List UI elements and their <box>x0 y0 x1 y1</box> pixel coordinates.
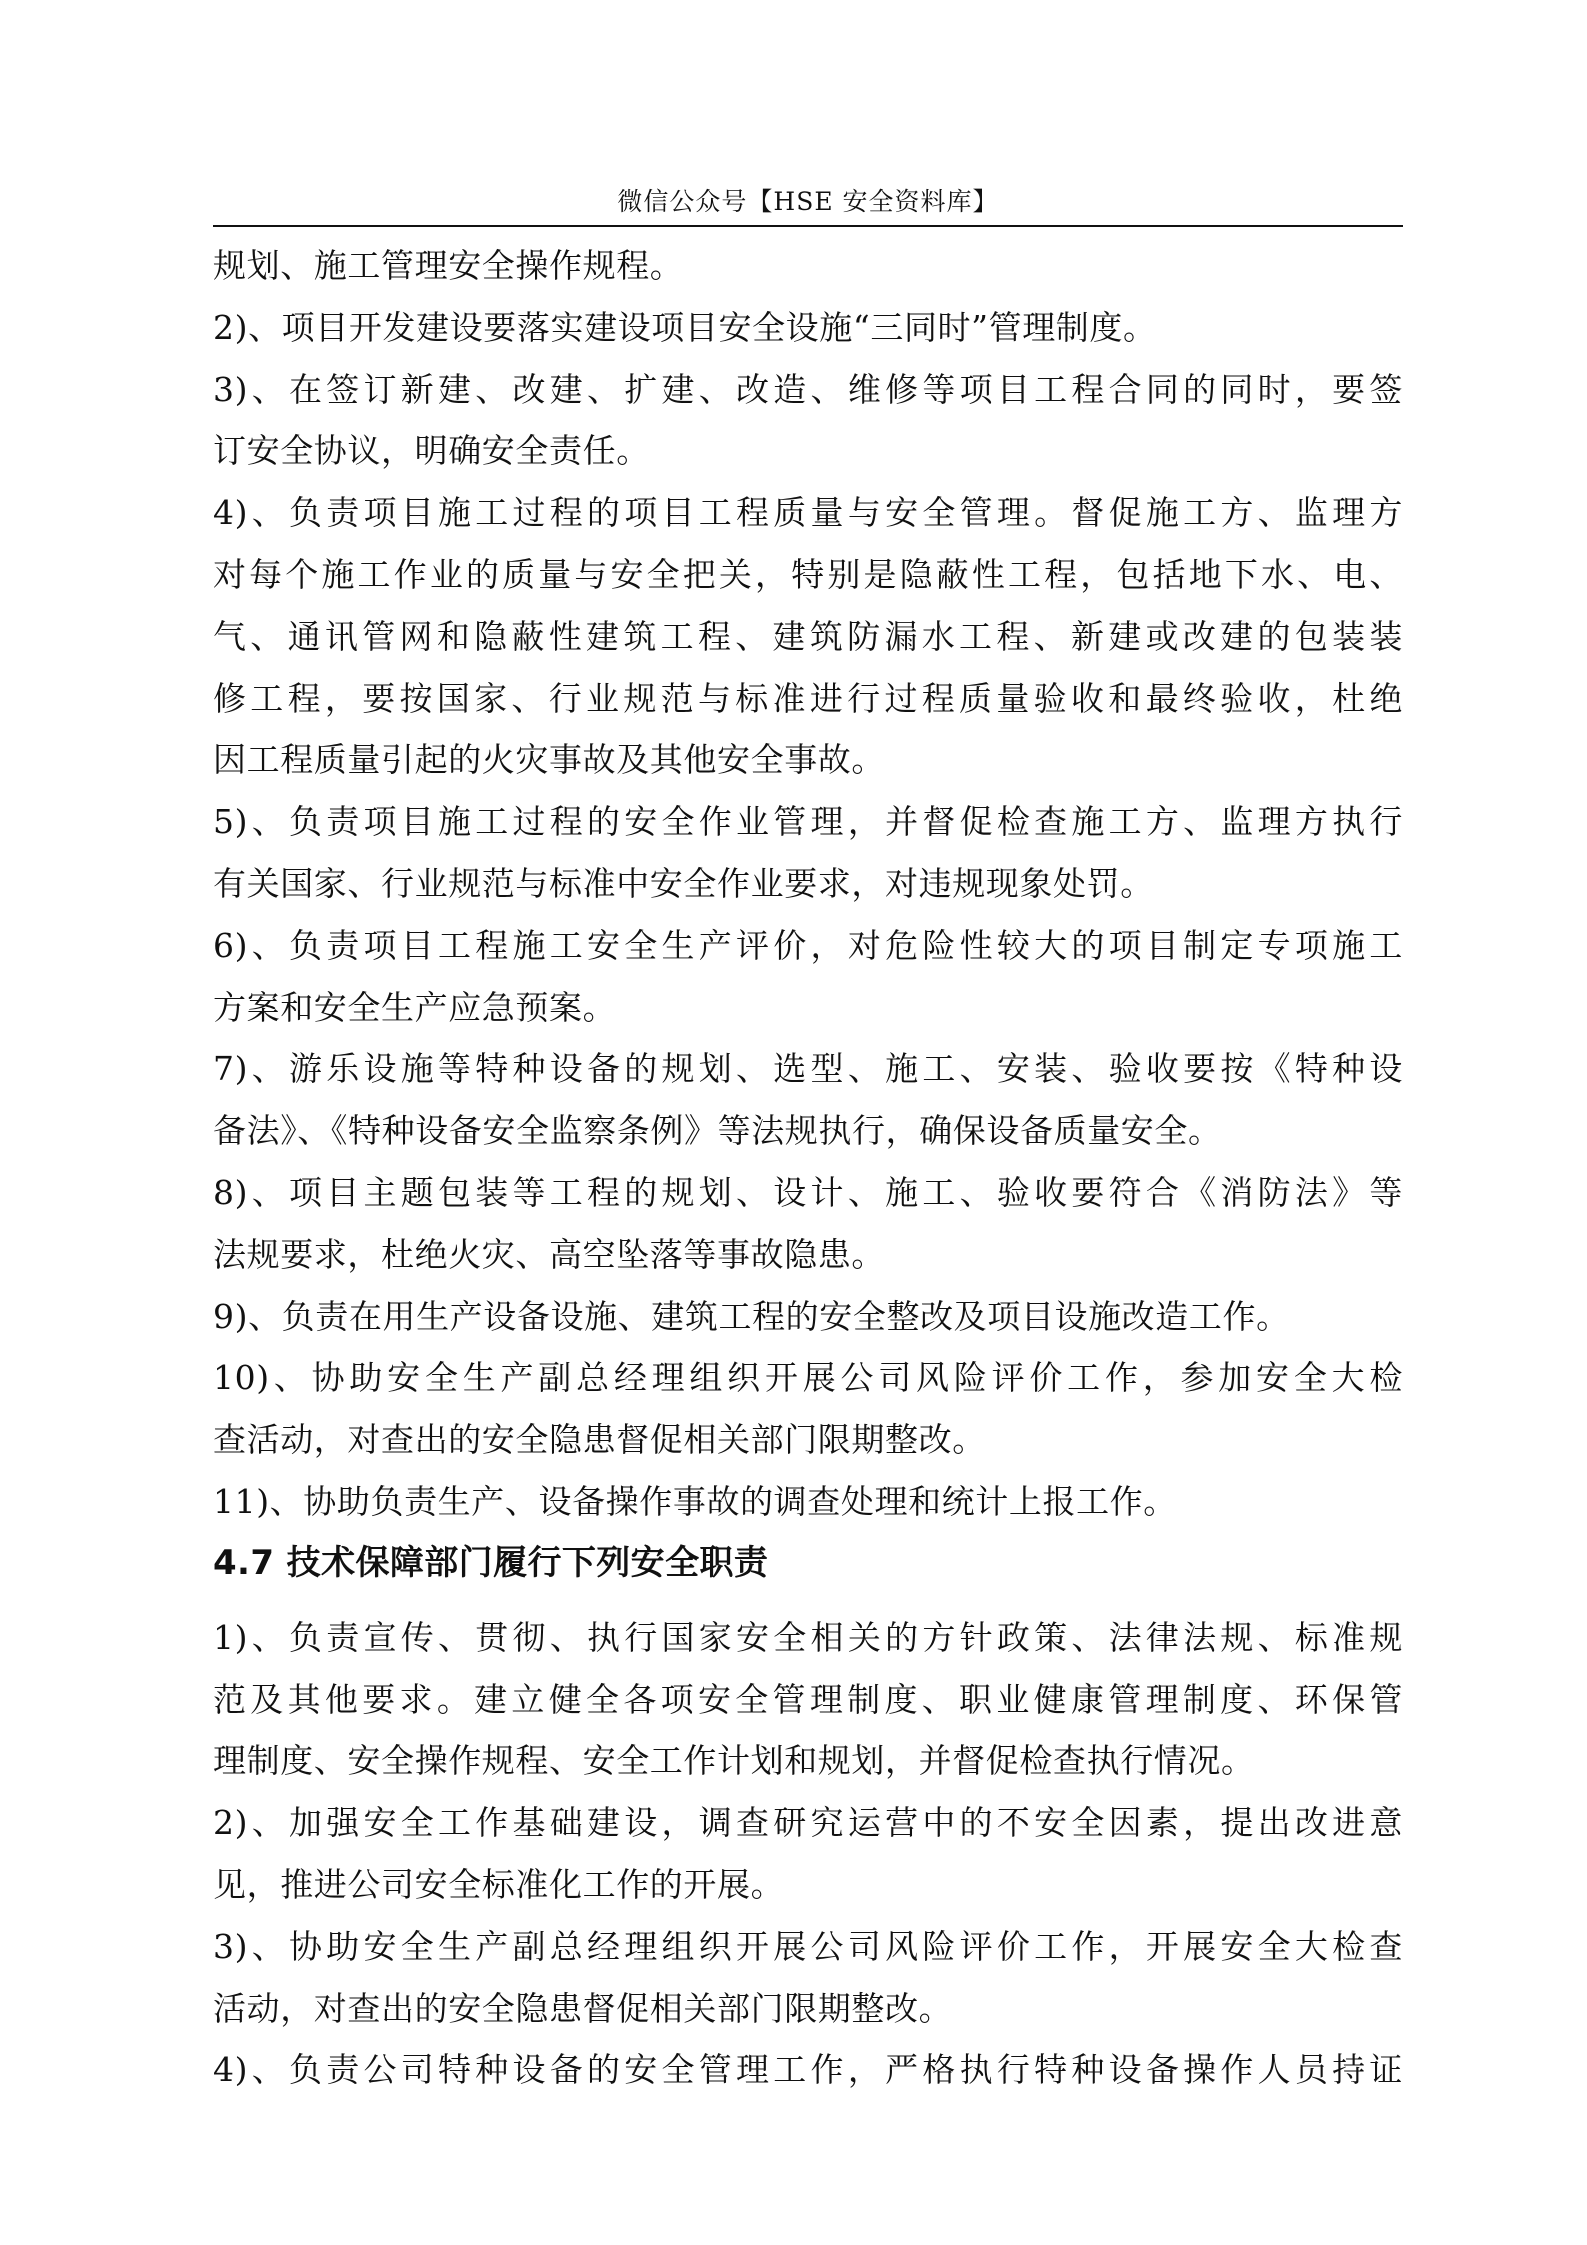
body-line: 备法》、《特种设备安全监察条例》等法规执行，确保设备质量安全。 <box>213 1111 1222 1151</box>
body-line: 对每个施工作业的质量与安全把关，特别是隐蔽性工程，包括地下水、电、 <box>213 554 1403 594</box>
body-line: 方案和安全生产应急预案。 <box>213 987 617 1027</box>
section-heading: 4.7 技术保障部门履行下列安全职责 <box>213 1542 769 1583</box>
page-header: 微信公众号【HSE 安全资料库】 <box>617 187 999 216</box>
body-line: 2)、项目开发建设要落实建设项目安全设施“三同时”管理制度。 <box>213 307 1157 347</box>
body-line: 活动，对查出的安全隐患督促相关部门限期整改。 <box>213 1988 953 2028</box>
body-line: 1)、负责宣传、贯彻、执行国家安全相关的方针政策、法律法规、标准规 <box>213 1617 1403 1657</box>
body-line: 规划、施工管理安全操作规程。 <box>213 246 684 285</box>
body-line: 11)、协助负责生产、设备操作事故的调查处理和统计上报工作。 <box>213 1481 1177 1521</box>
body-line: 范及其他要求。建立健全各项安全管理制度、职业健康管理制度、环保管 <box>213 1679 1403 1719</box>
body-line: 5)、负责项目施工过程的安全作业管理，并督促检查施工方、监理方执行 <box>213 802 1403 842</box>
body-line: 理制度、安全操作规程、安全工作计划和规划，并督促检查执行情况。 <box>213 1741 1255 1781</box>
document-body <box>213 235 1403 2101</box>
body-line: 修工程，要按国家、行业规范与标准进行过程质量验收和最终验收，杜绝 <box>213 678 1403 718</box>
body-line: 见，推进公司安全标准化工作的开展。 <box>213 1864 785 1904</box>
body-line: 气、通讯管网和隐蔽性建筑工程、建筑防漏水工程、新建或改建的包装装 <box>213 616 1403 656</box>
body-line: 8)、项目主题包装等工程的规划、设计、施工、验收要符合《消防法》等 <box>213 1172 1403 1212</box>
body-line: 6)、负责项目工程施工安全生产评价，对危险性较大的项目制定专项施工 <box>213 925 1403 965</box>
body-line: 4)、负责项目施工过程的项目工程质量与安全管理。督促施工方、监理方 <box>213 493 1403 533</box>
header-divider <box>213 225 1403 227</box>
body-line: 4)、负责公司特种设备的安全管理工作，严格执行特种设备操作人员持证 <box>213 2050 1403 2090</box>
body-line: 7)、游乐设施等特种设备的规划、选型、施工、安装、验收要按《特种设 <box>213 1049 1403 1089</box>
body-line: 3)、协助安全生产副总经理组织开展公司风险评价工作，开展安全大检查 <box>213 1926 1403 1966</box>
body-line: 3)、在签订新建、改建、扩建、改造、维修等项目工程合同的同时，要签 <box>213 369 1403 409</box>
body-line: 法规要求，杜绝火灾、高空坠落等事故隐患。 <box>213 1234 885 1274</box>
body-line: 2)、加强安全工作基础建设，调查研究运营中的不安全因素，提出改进意 <box>213 1803 1403 1843</box>
body-line: 查活动，对查出的安全隐患督促相关部门限期整改。 <box>213 1420 986 1460</box>
body-line: 订安全协议，明确安全责任。 <box>213 431 650 471</box>
body-line: 有关国家、行业规范与标准中安全作业要求，对违规现象处罚。 <box>213 863 1154 903</box>
body-line: 9)、负责在用生产设备设施、建筑工程的安全整改及项目设施改造工作。 <box>213 1296 1290 1336</box>
body-line: 因工程质量引起的火灾事故及其他安全事故。 <box>213 740 885 780</box>
body-line: 10)、协助安全生产副总经理组织开展公司风险评价工作，参加安全大检 <box>213 1358 1403 1398</box>
